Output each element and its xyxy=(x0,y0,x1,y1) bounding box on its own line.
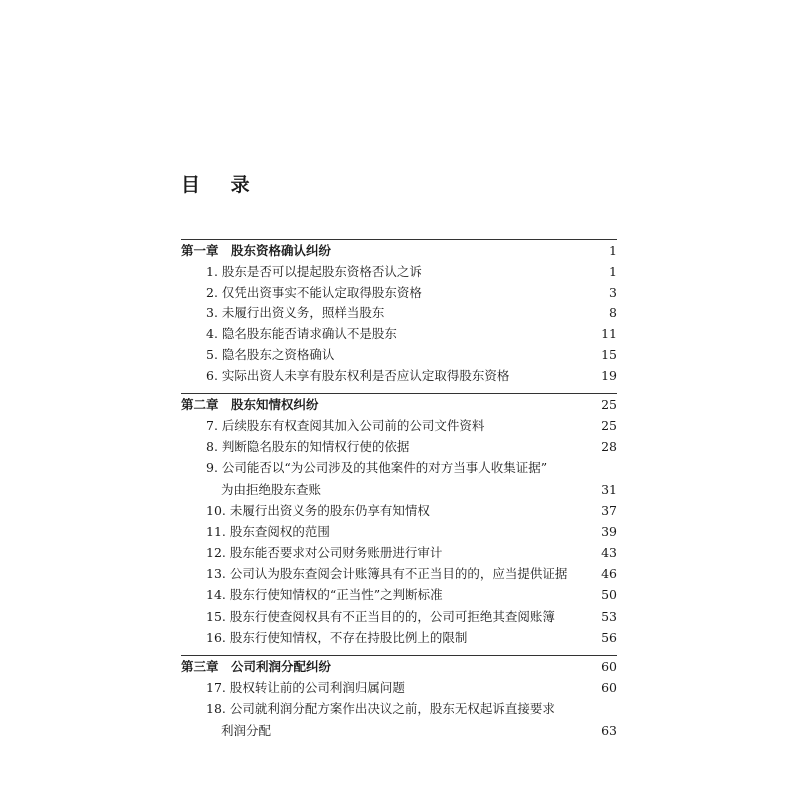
toc-chapter-3[interactable] xyxy=(181,656,617,678)
toc-entry[interactable] xyxy=(206,563,617,585)
page-number: 43 xyxy=(601,545,617,560)
page-number: 15 xyxy=(601,347,617,362)
entry-title: 9. 公司能否以“为公司涉及的其他案件的对方当事人收集证据” xyxy=(206,460,548,475)
page-number: 31 xyxy=(601,482,617,497)
toc-entry[interactable] xyxy=(206,302,617,324)
chapter-title: 第一章 股东资格确认纠纷 xyxy=(181,243,332,258)
toc-entry[interactable] xyxy=(206,261,617,283)
toc-chapter-2[interactable] xyxy=(181,394,617,416)
page-number: 28 xyxy=(601,439,617,454)
toc-entry[interactable] xyxy=(206,627,617,649)
toc-entry[interactable] xyxy=(206,436,617,458)
page-number: 8 xyxy=(609,305,617,320)
entry-title: 6. 实际出资人未享有股东权利是否应认定取得股东资格 xyxy=(206,368,510,383)
entry-title: 11. 股东查阅权的范围 xyxy=(206,524,330,539)
page-number: 50 xyxy=(601,587,617,602)
entry-title: 15. 股东行使查阅权具有不正当目的的，公司可拒绝其查阅账簿 xyxy=(206,609,555,624)
page-number: 39 xyxy=(601,524,617,539)
toc-entry-continuation[interactable] xyxy=(221,720,617,742)
entry-title: 13. 公司认为股东查阅会计账簿具有不正当目的的，应当提供证据 xyxy=(206,566,568,581)
page-number: 25 xyxy=(601,418,617,433)
entry-title: 16. 股东行使知情权，不存在持股比例上的限制 xyxy=(206,630,468,645)
toc-entry[interactable] xyxy=(206,698,617,720)
entry-title: 17. 股权转让前的公司利润归属问题 xyxy=(206,680,405,695)
page-number: 53 xyxy=(601,609,617,624)
toc-entry[interactable] xyxy=(206,457,617,479)
entry-title: 2. 仅凭出资事实不能认定取得股东资格 xyxy=(206,285,422,300)
toc-entry[interactable] xyxy=(206,415,617,437)
toc-entry[interactable] xyxy=(206,500,617,522)
toc-entry[interactable] xyxy=(206,282,617,304)
page-number: 37 xyxy=(601,503,617,518)
page-title: 目 录 xyxy=(181,174,262,196)
page-number: 25 xyxy=(601,397,617,412)
page-number: 19 xyxy=(601,368,617,383)
entry-title: 3. 未履行出资义务，照样当股东 xyxy=(206,305,385,320)
toc-entry[interactable] xyxy=(206,584,617,606)
toc-entry[interactable] xyxy=(206,323,617,345)
toc-entry[interactable] xyxy=(206,606,617,628)
entry-title: 4. 隐名股东能否请求确认不是股东 xyxy=(206,326,397,341)
page-number: 46 xyxy=(601,566,617,581)
toc-entry[interactable] xyxy=(206,542,617,564)
toc-entry[interactable] xyxy=(206,365,617,387)
toc-entry[interactable] xyxy=(206,344,617,366)
entry-title: 1. 股东是否可以提起股东资格否认之诉 xyxy=(206,264,422,279)
page-number: 11 xyxy=(601,326,617,341)
toc-entry[interactable] xyxy=(206,677,617,699)
toc-entry-continuation[interactable] xyxy=(221,479,617,501)
toc-chapter-1[interactable] xyxy=(181,240,617,262)
toc-entry[interactable] xyxy=(206,521,617,543)
page-number: 60 xyxy=(601,659,617,674)
entry-title: 10. 未履行出资义务的股东仍享有知情权 xyxy=(206,503,430,518)
page-number: 3 xyxy=(609,285,617,300)
entry-title: 18. 公司就利润分配方案作出决议之前，股东无权起诉直接要求 xyxy=(206,701,555,716)
entry-title: 12. 股东能否要求对公司财务账册进行审计 xyxy=(206,545,443,560)
entry-title: 8. 判断隐名股东的知情权行使的依据 xyxy=(206,439,410,454)
page-number: 1 xyxy=(609,243,617,258)
entry-title: 7. 后续股东有权查阅其加入公司前的公司文件资料 xyxy=(206,418,485,433)
entry-title-continuation: 利润分配 xyxy=(221,723,272,738)
page-number: 63 xyxy=(601,723,617,738)
page-number: 60 xyxy=(601,680,617,695)
entry-title: 5. 隐名股东之资格确认 xyxy=(206,347,335,362)
entry-title: 14. 股东行使知情权的“正当性”之判断标准 xyxy=(206,587,443,602)
page-number: 56 xyxy=(601,630,617,645)
chapter-title: 第二章 股东知情权纠纷 xyxy=(181,397,319,412)
chapter-title: 第三章 公司利润分配纠纷 xyxy=(181,659,332,674)
entry-title-continuation: 为由拒绝股东查账 xyxy=(221,482,322,497)
page-number: 1 xyxy=(609,264,617,279)
